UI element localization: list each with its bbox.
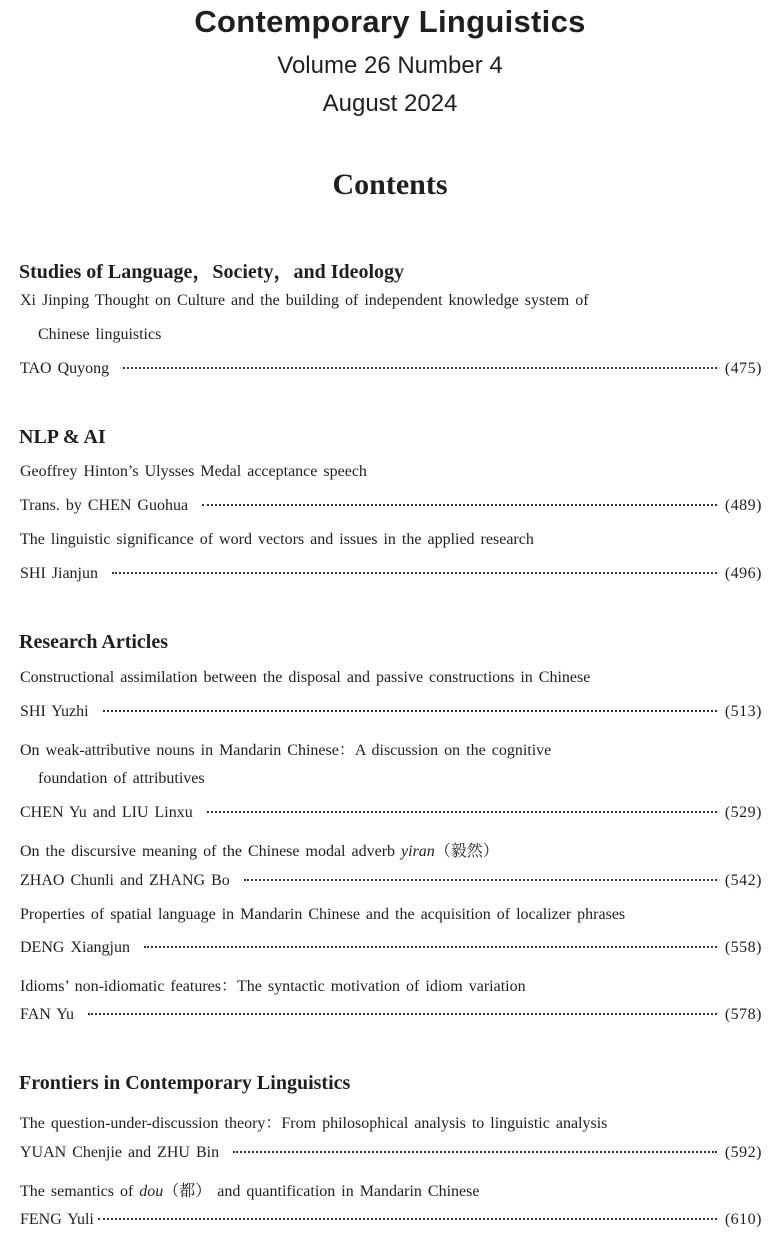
dot-leader bbox=[123, 367, 717, 369]
dot-leader bbox=[244, 879, 717, 881]
article-title-line bbox=[20, 1178, 762, 1201]
toc-entry[interactable] bbox=[20, 1006, 762, 1024]
title-text: On the discursive meaning of the Chinese modal adverb bbox=[20, 843, 402, 860]
author: TAO Quyong bbox=[20, 360, 110, 377]
toc-entry[interactable] bbox=[20, 565, 762, 583]
author: FENG Yuli bbox=[20, 1211, 94, 1228]
section-title-nlp-ai: NLP & AI bbox=[19, 426, 106, 448]
page-number: (496) bbox=[724, 565, 762, 582]
dot-leader bbox=[88, 1013, 717, 1015]
section-title-research-articles: Research Articles bbox=[19, 631, 169, 653]
article-title-line: foundation of attributives bbox=[38, 770, 205, 787]
toc-entry[interactable] bbox=[20, 1211, 762, 1229]
author: SHI Jianjun bbox=[20, 565, 98, 582]
author: ZHAO Chunli and ZHANG Bo bbox=[20, 872, 230, 889]
page-number: (513) bbox=[724, 703, 762, 720]
page-number: (529) bbox=[724, 804, 762, 821]
article-title-line: On weak-attributive nouns in Mandarin Chinese：A discussion on the cognitive bbox=[20, 742, 552, 759]
author: DENG Xiangjun bbox=[20, 939, 130, 956]
page-number: (489) bbox=[724, 497, 762, 514]
page-number: (610) bbox=[724, 1211, 762, 1228]
toc-entry[interactable] bbox=[20, 1144, 762, 1162]
article-title-line: The linguistic significance of word vectors and issues in the applied research bbox=[20, 531, 534, 548]
title-text: （都） and quantification in Mandarin Chinese bbox=[163, 1183, 480, 1200]
page-number: (475) bbox=[724, 360, 762, 377]
toc-entry[interactable] bbox=[20, 360, 762, 378]
article-title-line: Idioms’ non-idiomatic features：The syntactic motivation of idiom variation bbox=[20, 978, 526, 995]
author: FAN Yu bbox=[20, 1006, 75, 1023]
author: Trans. by CHEN Guohua bbox=[20, 497, 189, 514]
dot-leader bbox=[202, 504, 717, 506]
title-text: The semantics of bbox=[20, 1183, 140, 1200]
article-title-line: Constructional assimilation between the disposal and passive constructions in Chinese bbox=[20, 669, 591, 686]
dot-leader bbox=[98, 1218, 717, 1220]
journal-issue: Volume 26 Number 4 bbox=[277, 52, 503, 79]
page-number: (558) bbox=[724, 939, 762, 956]
contents-heading: Contents bbox=[332, 168, 448, 201]
article-title-line: The question-under-discussion theory：From philosophical analysis to linguistic analysis bbox=[20, 1115, 608, 1132]
italic-term: yiran bbox=[401, 843, 435, 860]
author: CHEN Yu and LIU Linxu bbox=[20, 804, 193, 821]
author: SHI Yuzhi bbox=[20, 703, 89, 720]
article-title-line: Chinese linguistics bbox=[38, 326, 162, 343]
dot-leader bbox=[144, 946, 717, 948]
section-title-frontiers: Frontiers in Contemporary Linguistics bbox=[19, 1072, 351, 1094]
toc-entry[interactable] bbox=[20, 804, 762, 822]
article-title-line: Geoffrey Hinton’s Ulysses Medal acceptance speech bbox=[20, 463, 367, 480]
article-title-line: Xi Jinping Thought on Culture and the building of independent knowledge system of bbox=[20, 292, 589, 309]
dot-leader bbox=[233, 1151, 717, 1153]
dot-leader bbox=[103, 710, 717, 712]
toc-entry[interactable] bbox=[20, 703, 762, 721]
italic-term: dou bbox=[139, 1183, 164, 1200]
dot-leader bbox=[207, 811, 717, 813]
author: YUAN Chenjie and ZHU Bin bbox=[20, 1144, 220, 1161]
page-number: (542) bbox=[724, 872, 762, 889]
page-number: (592) bbox=[724, 1144, 762, 1161]
journal-title: Contemporary Linguistics bbox=[194, 4, 586, 39]
section-title-language-society-ideology: Studies of Language，Society，and Ideology bbox=[19, 261, 405, 283]
dot-leader bbox=[112, 572, 717, 574]
article-title-line: Properties of spatial language in Mandarin Chinese and the acquisition of localizer phrases bbox=[20, 906, 626, 923]
toc-entry[interactable] bbox=[20, 497, 762, 515]
article-title-line bbox=[20, 838, 762, 861]
title-text: （毅然） bbox=[434, 843, 499, 860]
toc-entry[interactable] bbox=[20, 939, 762, 957]
journal-date: August 2024 bbox=[322, 90, 458, 117]
page-number: (578) bbox=[724, 1006, 762, 1023]
toc-entry[interactable] bbox=[20, 872, 762, 890]
